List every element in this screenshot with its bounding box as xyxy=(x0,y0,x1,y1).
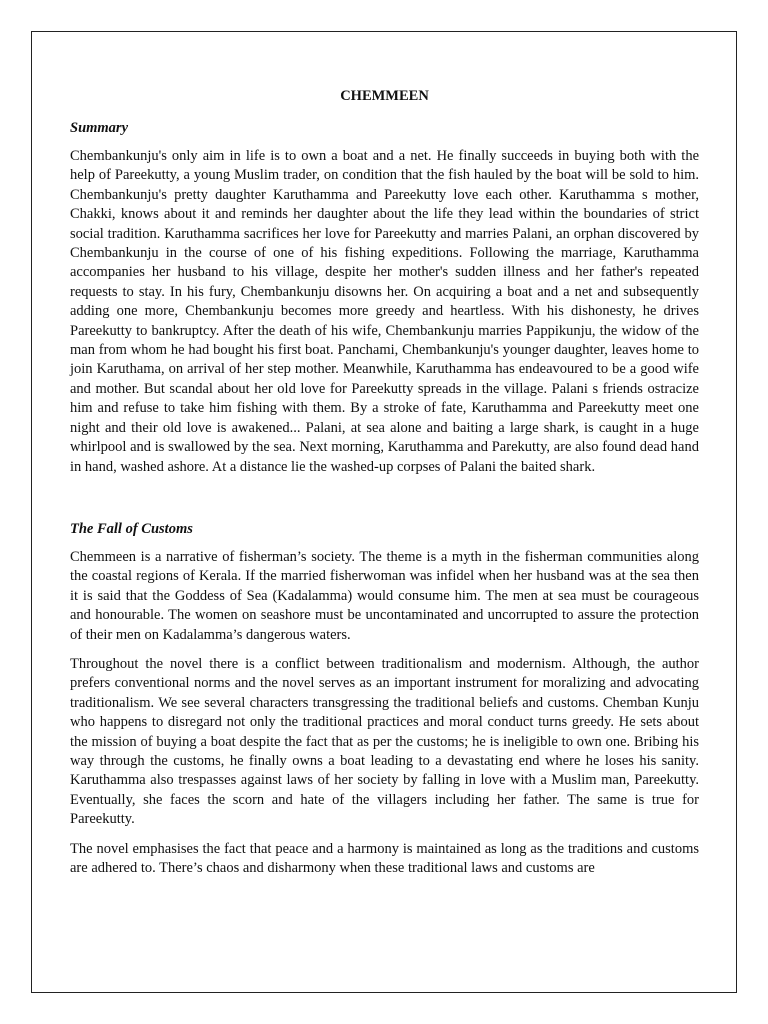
document-page xyxy=(31,31,737,993)
section-spacer xyxy=(70,487,699,519)
summary-paragraph: Chembankunju's only aim in life is to own a boat and a net. He finally succeeds in buying both with the help of Pareekutty, a young Muslim trader, on condition that the fish hauled by the boat will be sold to him. Chembankunju's pretty daughter Karuthamma and Pareekutty love each other. Karuthamma s mother, Chakki, knows about it and reminds her daughter about the life they lead within the boundaries of strict social tradition. Karuthamma sacrifices her love for Pareekutty and marries Palani, an orphan discovered by Chembankunju in the course of one of his fishing expeditions. Following the marriage, Karuthamma accompanies her husband to his village, despite her mother's sudden illness and her father's repeated requests to stay. In his fury, Chembankunju disowns her. On acquiring a boat and a net and subsequently adding one more, Chembankunju becomes more greedy and heartless. With his dishonesty, he drives Pareekutty to bankruptcy. After the death of his wife, Chembankunju marries Pappikunju, the widow of the man from whom he had bought his first boat. Panchami, Chembankunju's younger daughter, leaves home to join Karuthama, on arrival of her step mother. Meanwhile, Karuthamma has endeavoured to be a good wife and mother. But scandal about her old love for Pareekutty spreads in the village. Palani s friends ostracize him and refuse to take him fishing with them. By a stroke of fate, Karuthamma and Pareekutty meet one night and their old love is awakened... Palani, at sea alone and baiting a large shark, is caught in a huge whirlpool and is swallowed by the sea. Next morning, Karuthamma and Parekutty, are also found dead hand in hand, washed ashore. At a distance lie the washed-up corpses of Palani the baited shark. xyxy=(70,148,699,475)
customs-paragraph-2: Throughout the novel there is a conflict between traditionalism and modernism. Although, the author prefers conventional norms and the novel serves as an important instrument for moralizing and advocating traditionalism. We see several characters transgressing the traditional beliefs and customs. Chemban Kunju who happens to disregard not only the traditional practices and moral conduct turns greedy. He sets about the mission of buying a boat despite the fact that as per the customs; he is ineligible to own one. Bribing his way through the customs, he finally owns a boat leading to a devastating end where he loses his sanity. Karuthamma also trespasses against laws of her society by falling in love with a Muslim man, Pareekutty. Eventually, she faces the scorn and hate of the villagers including her father. The same is true for Pareekutty. xyxy=(70,655,699,828)
section-heading-fall-of-customs: The Fall of Customs xyxy=(70,520,193,537)
customs-paragraph-3: The novel emphasises the fact that peace and a harmony is maintained as long as the traditions and customs are adhered to. There’s chaos and disharmony when these traditional laws and customs are xyxy=(70,840,699,876)
section-heading-summary: Summary xyxy=(70,120,129,136)
customs-paragraph-1: Chemmeen is a narrative of fisherman’s society. The theme is a myth in the fisherman communities along the coastal regions of Kerala. If the married fisherwoman was infidel when her husband was at the sea then it is said that the Goddess of Sea (Kadalamma) would consume him. The men at sea must be courageous and honourable. The women on seashore must be uncontaminated and uncorrupted to assure the protection of their men on Kadalamma’s dangerous waters. xyxy=(70,548,699,643)
document-body xyxy=(70,86,699,888)
document-title: CHEMMEEN xyxy=(340,88,429,104)
